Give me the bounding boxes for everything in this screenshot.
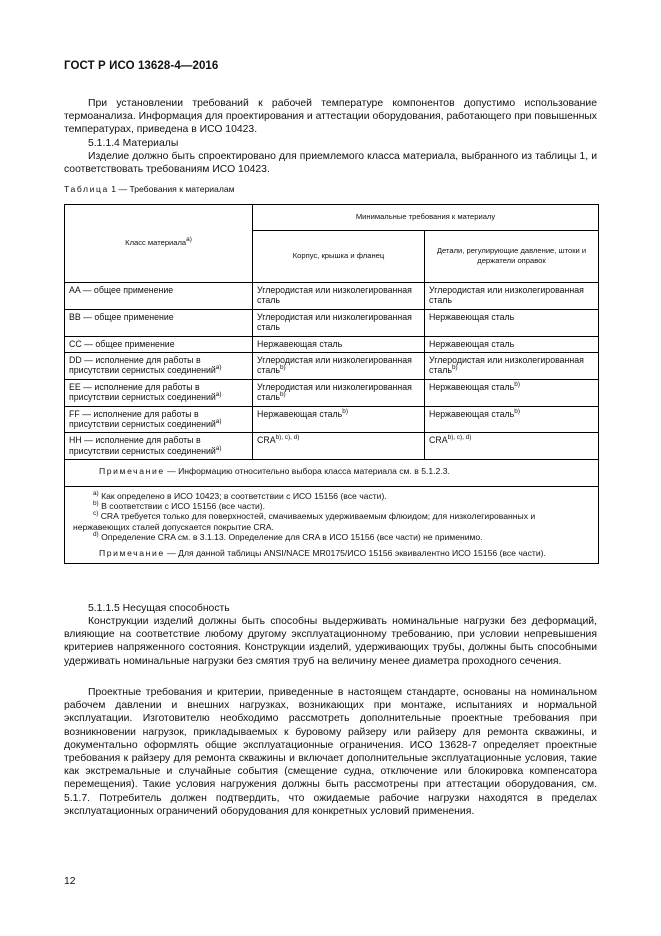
cell-body xyxy=(253,353,425,380)
header-parts: Детали, регулирующие давление, штоки и держатели оправок xyxy=(425,231,599,283)
cell-material-class-footnote-ref: a) xyxy=(215,418,222,426)
footnote-text: В соответствии с ИСО 15156 (все части). xyxy=(98,500,266,511)
table-caption-prefix: Таблица xyxy=(64,184,109,194)
footnote-mark: c) xyxy=(93,510,99,518)
cell-parts-text: Нержавеющая сталь xyxy=(429,338,515,349)
footnote-mark: d) xyxy=(93,530,99,538)
table-row xyxy=(65,406,599,433)
cell-body xyxy=(253,406,425,433)
note2-prefix: Примечание xyxy=(99,548,165,559)
cell-body-footnote-ref: b), c), d) xyxy=(275,434,300,442)
cell-material-class xyxy=(65,406,253,433)
cell-body-text: CRA xyxy=(257,435,276,446)
table-row xyxy=(65,283,599,310)
cell-parts-text: Нержавеющая сталь xyxy=(429,311,515,322)
cell-body-text: Углеродистая или низколегированная сталь xyxy=(257,355,412,376)
cell-parts-text: Нержавеющая сталь xyxy=(429,381,515,392)
header-body: Корпус, крышка и фланец xyxy=(253,231,425,283)
section-heading-capacity: 5.1.1.5 Несущая способность xyxy=(88,603,230,614)
cell-material-class-text: DD — исполнение для работы в присутствии сернистых соединений xyxy=(69,355,216,376)
cell-parts-footnote-ref: b) xyxy=(514,407,520,415)
document-header: ГОСТ Р ИСО 13628-4—2016 xyxy=(64,60,219,72)
cell-parts xyxy=(425,283,599,310)
cell-material-class xyxy=(65,433,253,460)
cell-material-class-footnote-ref: a) xyxy=(215,391,222,399)
cell-parts-footnote-ref: b) xyxy=(451,364,458,372)
cell-material-class-footnote-ref: a) xyxy=(215,444,222,452)
cell-material-class-footnote-ref: a) xyxy=(215,364,222,372)
table-footnote xyxy=(69,501,594,511)
note2-text: — Для данной таблицы ANSI/NACE MR0175/ИСО 15156 эквивалентно ИСО 15156 (все части). xyxy=(164,548,546,559)
table-footnote xyxy=(69,491,594,501)
footnote-text: Определение CRA см. в 3.1.13. Определение для CRA в ИСО 15156 (все части) не применимо. xyxy=(98,531,483,542)
cell-parts-text: Углеродистая или низколегированная сталь xyxy=(429,285,584,306)
cell-material-class-text: AA — общее применение xyxy=(69,285,174,295)
table-caption-text: 1 — Требования к материалам xyxy=(108,184,235,194)
capacity-paragraph-2: Проектные требования и критерии, приведенные в настоящем стандарте, основаны на номинальном рабочем давлении и внешних нагрузках, возникающих при монтаже, испытаниях и нормальной эксплуатации. Изготовителю необходимо рассмотреть дополнительные проектные требования при возникновении нагрузок, прикладываемых к буровому райзеру или райзеру для ремонта скважины, и документально оформлять общие эксплуатационные ограничения. ИСО 13628-7 определяет проектные требования к райзеру для ремонта скважины и включает дополнительные эксплуатационные условия, такие как экстремальные и случайные события (смещение судна, отключение или блокировка компенсатора перемещения). Такие условия нагружения должны быть рассмотрены при аттестации оборудования, см. 5.1.7. Потребитель должен подтвердить, что ожидаемые рабочие нагрузки находятся в пределах эксплуатационных ограничений оборудования для конкретных условий применения. xyxy=(64,687,597,817)
cell-material-class xyxy=(65,353,253,380)
table-caption xyxy=(64,184,235,194)
footnote-mark: b) xyxy=(93,499,99,507)
table-row xyxy=(65,433,599,460)
cell-parts xyxy=(425,406,599,433)
note1-prefix: Примечание xyxy=(99,466,165,477)
cell-material-class xyxy=(65,283,253,310)
table-row xyxy=(65,309,599,336)
section-heading-materials: 5.1.1.4 Материалы xyxy=(88,138,179,149)
table-body xyxy=(65,283,599,460)
cell-parts xyxy=(425,433,599,460)
cell-parts xyxy=(425,353,599,380)
cell-parts-footnote-ref: b), c), d) xyxy=(447,434,472,442)
cell-parts xyxy=(425,309,599,336)
cell-body-text: Нержавеющая сталь xyxy=(257,338,343,349)
cell-material-class xyxy=(65,379,253,406)
cell-parts xyxy=(425,379,599,406)
table-footnotes xyxy=(65,487,598,544)
footnote-text: CRA требуется только для поверхностей, смачиваемых удерживаемым флюидом; для низколегированных и нержавеющих сталей допускается покрытие CRA. xyxy=(73,511,536,532)
cell-body xyxy=(253,283,425,310)
cell-parts-footnote-ref: b) xyxy=(514,380,520,388)
table-note-2 xyxy=(65,544,598,562)
cell-material-class-text: CC — общее применение xyxy=(69,338,175,349)
cell-body xyxy=(253,379,425,406)
header-min-requirements: Минимальные требования к материалу xyxy=(253,205,599,231)
capacity-paragraph-1: Конструкции изделий должны быть способны выдерживать номинальные нагрузки без деформаций, влияющие на соответствие любому другому эксплуатационному требованию, при условии непревышения критериев напряженного состояния. Конструкции изделий, удерживающих трубы, должны быть способными удерживать номинальные нагрузки без смятия труб на величину менее диаметра проходного сечения. xyxy=(64,616,597,667)
cell-parts xyxy=(425,336,599,352)
footnote-text: Как определено в ИСО 10423; в соответствии с ИСО 15156 (все части). xyxy=(98,490,387,501)
page-number: 12 xyxy=(64,876,76,887)
table-footnote xyxy=(69,511,594,532)
table-notes-row xyxy=(65,460,599,563)
cell-material-class-text: HH — исполнение для работы в присутствии сернистых соединений xyxy=(69,435,216,456)
cell-parts-text: Нержавеющая сталь xyxy=(429,408,515,419)
header-material-class xyxy=(65,205,253,283)
intro-paragraph: При установлении требований к рабочей температуре компонентов допустимо использование термоанализа. Информация для проектирования и аттестации оборудования, работающего при повышенных температурах, приведена в ИСО 10423. xyxy=(64,98,597,136)
footnote-mark: a) xyxy=(93,489,99,497)
table-row xyxy=(65,353,599,380)
cell-body xyxy=(253,309,425,336)
cell-body-footnote-ref: b) xyxy=(279,364,286,372)
cell-parts-text: Углеродистая или низколегированная сталь xyxy=(429,355,584,376)
table-note-1 xyxy=(65,460,598,486)
cell-body-text: Углеродистая или низколегированная сталь xyxy=(257,285,412,306)
note1-text: — Информацию относительно выбора класса материала см. в 5.1.2.3. xyxy=(164,466,450,477)
cell-body-text: Углеродистая или низколегированная сталь xyxy=(257,311,412,333)
cell-material-class xyxy=(65,309,253,336)
table-notes xyxy=(65,460,599,563)
table-row xyxy=(65,379,599,406)
header-material-class-sup: a) xyxy=(186,236,192,243)
cell-body-footnote-ref: b) xyxy=(342,407,348,415)
cell-material-class-text: EE — исполнение для работы в присутствии сернистых соединений xyxy=(69,381,216,403)
cell-body-text: Углеродистая или низколегированная сталь xyxy=(257,381,412,403)
cell-body xyxy=(253,433,425,460)
materials-table xyxy=(64,204,599,564)
cell-body-text: Нержавеющая сталь xyxy=(257,408,343,419)
cell-material-class-text: FF — исполнение для работы в присутствии сернистых соединений xyxy=(69,408,216,430)
table-row xyxy=(65,336,599,352)
cell-body xyxy=(253,336,425,352)
cell-parts-text: CRA xyxy=(429,435,448,446)
cell-material-class xyxy=(65,336,253,352)
table-header-row xyxy=(65,205,599,231)
table-footnote xyxy=(69,532,594,542)
intro-paragraph-materials: Изделие должно быть спроектировано для приемлемого класса материала, выбранного из таблицы 1, и соответствовать требованиям ИСО 10423. xyxy=(64,151,597,176)
header-material-class-text: Класс материала xyxy=(125,238,187,247)
cell-body-footnote-ref: b) xyxy=(279,391,286,399)
cell-material-class-text: BB — общее применение xyxy=(69,311,174,322)
